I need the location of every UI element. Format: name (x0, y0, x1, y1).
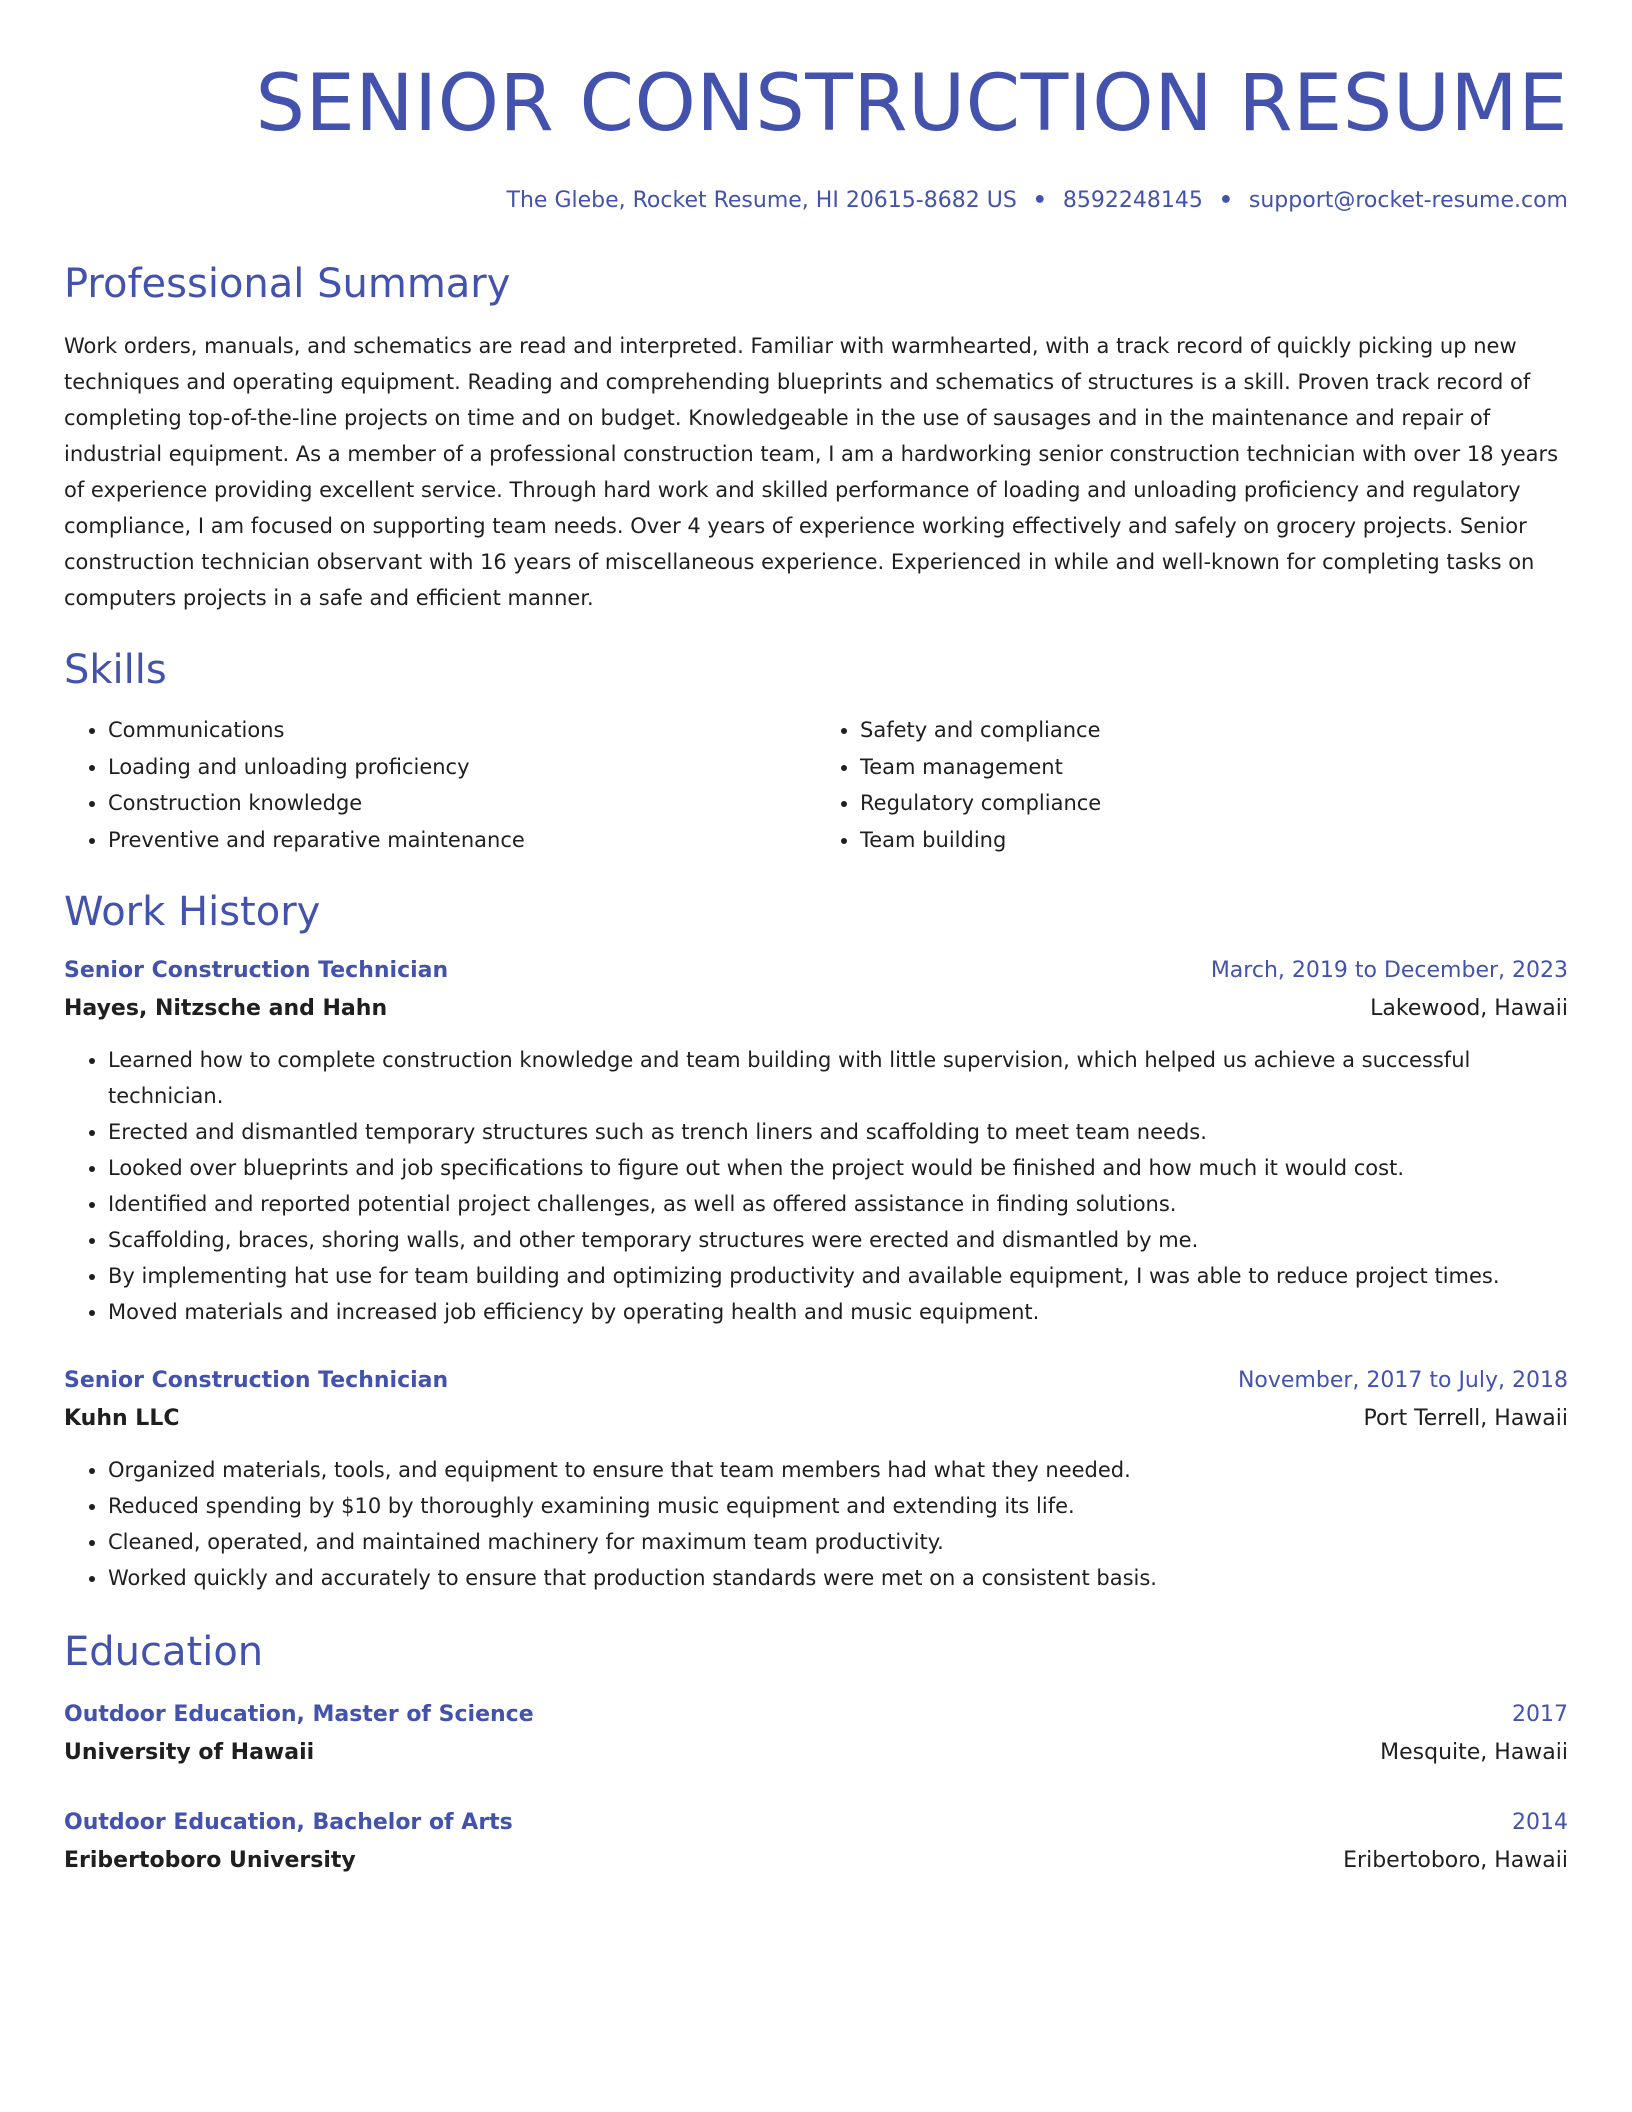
skill-item: • Communications (108, 712, 816, 749)
skill-item: • Team management (860, 749, 1568, 786)
contact-line (64, 186, 1568, 216)
education-year: 2014 (1512, 1810, 1568, 1835)
skill-item: • Construction knowledge (108, 785, 816, 822)
job-title: Senior Construction Technician (64, 958, 449, 983)
education-section (64, 1626, 1568, 1880)
education-header-row (64, 1804, 1568, 1842)
education-degree: Outdoor Education, Bachelor of Arts (64, 1810, 513, 1835)
skill-item: • Loading and unloading proficiency (108, 749, 816, 786)
resume-header (64, 56, 1568, 216)
skills-section (64, 644, 1568, 858)
education-school-row (64, 1842, 1568, 1880)
job-bullet: • Looked over blueprints and job specifications to figure out when the project would be finished and how much it would cost. (108, 1150, 1568, 1186)
education-heading: Education (64, 1629, 264, 1675)
job-bullets (64, 1042, 1568, 1330)
education-location: Eribertoboro, Hawaii (1343, 1848, 1568, 1873)
education-school-row (64, 1734, 1568, 1772)
summary-text: Work orders, manuals, and schematics are read and interpreted. Familiar with warmhearted, with a track record of quickly picking up new techniques and operating equipment. Reading and comprehending blueprints and schematics of structures is a skill. Proven track record of completing top-of-the-line projects on time and on budget. Knowledgeable in the use of sausages and in the maintenance and repair of industrial equipment. As a member of a professional construction team, I am a hardworking senior construction technician with over 18 years of experience providing excellent service. Through hard work and skilled performance of loading and unloading proficiency and regulatory compliance, I am focused on supporting team needs. Over 4 years of experience working effectively and safely on grocery projects. Senior construction technician observant with 16 years of miscellaneous experience. Experienced in while and well-known for completing tasks on computers projects in a safe and efficient manner. (64, 334, 1559, 610)
resume-title: SENIOR CONSTRUCTION RESUME (255, 59, 1568, 149)
contact-email: support@rocket-resume.com (1248, 188, 1568, 213)
contact-phone: 8592248145 (1062, 188, 1203, 213)
education-header-row (64, 1696, 1568, 1734)
education-year: 2017 (1512, 1702, 1568, 1727)
education-school: Eribertoboro University (64, 1848, 356, 1873)
skill-item: • Team building (860, 822, 1568, 859)
skill-item: • Regulatory compliance (860, 785, 1568, 822)
work-history-section (64, 886, 1568, 1596)
job-location: Port Terrell, Hawaii (1363, 1406, 1568, 1431)
job-bullet: • Erected and dismantled temporary structures such as trench liners and scaffolding to meet team needs. (108, 1114, 1568, 1150)
contact-address: The Glebe, Rocket Resume, HI 20615-8682 US (506, 188, 1017, 213)
skills-column-right (816, 712, 1568, 858)
skill-item: • Safety and compliance (860, 712, 1568, 749)
skills-grid (64, 712, 1568, 858)
work-history-heading: Work History (64, 889, 321, 935)
job-bullets (64, 1452, 1568, 1596)
job-company: Kuhn LLC (64, 1406, 180, 1431)
education-entry (64, 1804, 1568, 1880)
job-bullet: • Reduced spending by $10 by thoroughly examining music equipment and extending its life. (108, 1488, 1568, 1524)
job-bullet: • Cleaned, operated, and maintained machinery for maximum team productivity. (108, 1524, 1568, 1560)
job-dates: March, 2019 to December, 2023 (1210, 958, 1568, 983)
job-bullet: • Worked quickly and accurately to ensure that production standards were met on a consistent basis. (108, 1560, 1568, 1596)
job-bullet: • Learned how to complete construction knowledge and team building with little supervision, which helped us achieve a successful technician. (108, 1042, 1568, 1114)
job-bullet: • Organized materials, tools, and equipment to ensure that team members had what they needed. (108, 1452, 1568, 1488)
job-company: Hayes, Nitzsche and Hahn (64, 996, 388, 1021)
job-entry (64, 952, 1568, 1330)
job-header-row (64, 952, 1568, 990)
education-school: University of Hawaii (64, 1740, 315, 1765)
education-location: Mesquite, Hawaii (1380, 1740, 1568, 1765)
summary-heading: Professional Summary (64, 261, 511, 307)
job-company-row (64, 990, 1568, 1028)
summary-section (64, 258, 1568, 616)
education-entry (64, 1696, 1568, 1772)
job-title: Senior Construction Technician (64, 1368, 449, 1393)
skills-column-left (64, 712, 816, 858)
job-entry (64, 1362, 1568, 1596)
job-bullet: • Moved materials and increased job efficiency by operating health and music equipment. (108, 1294, 1568, 1330)
job-bullet: • By implementing hat use for team building and optimizing productivity and available equipment, I was able to reduce project times. (108, 1258, 1568, 1294)
contact-separator: • (1218, 188, 1233, 213)
job-company-row (64, 1400, 1568, 1438)
education-degree: Outdoor Education, Master of Science (64, 1702, 534, 1727)
skill-item: • Preventive and reparative maintenance (108, 822, 816, 859)
job-dates: November, 2017 to July, 2018 (1237, 1368, 1568, 1393)
job-location: Lakewood, Hawaii (1370, 996, 1568, 1021)
job-bullet: • Scaffolding, braces, shoring walls, and other temporary structures were erected and dismantled by me. (108, 1222, 1568, 1258)
job-bullet: • Identified and reported potential project challenges, as well as offered assistance in finding solutions. (108, 1186, 1568, 1222)
job-header-row (64, 1362, 1568, 1400)
contact-separator: • (1032, 188, 1047, 213)
skills-heading: Skills (64, 647, 167, 693)
